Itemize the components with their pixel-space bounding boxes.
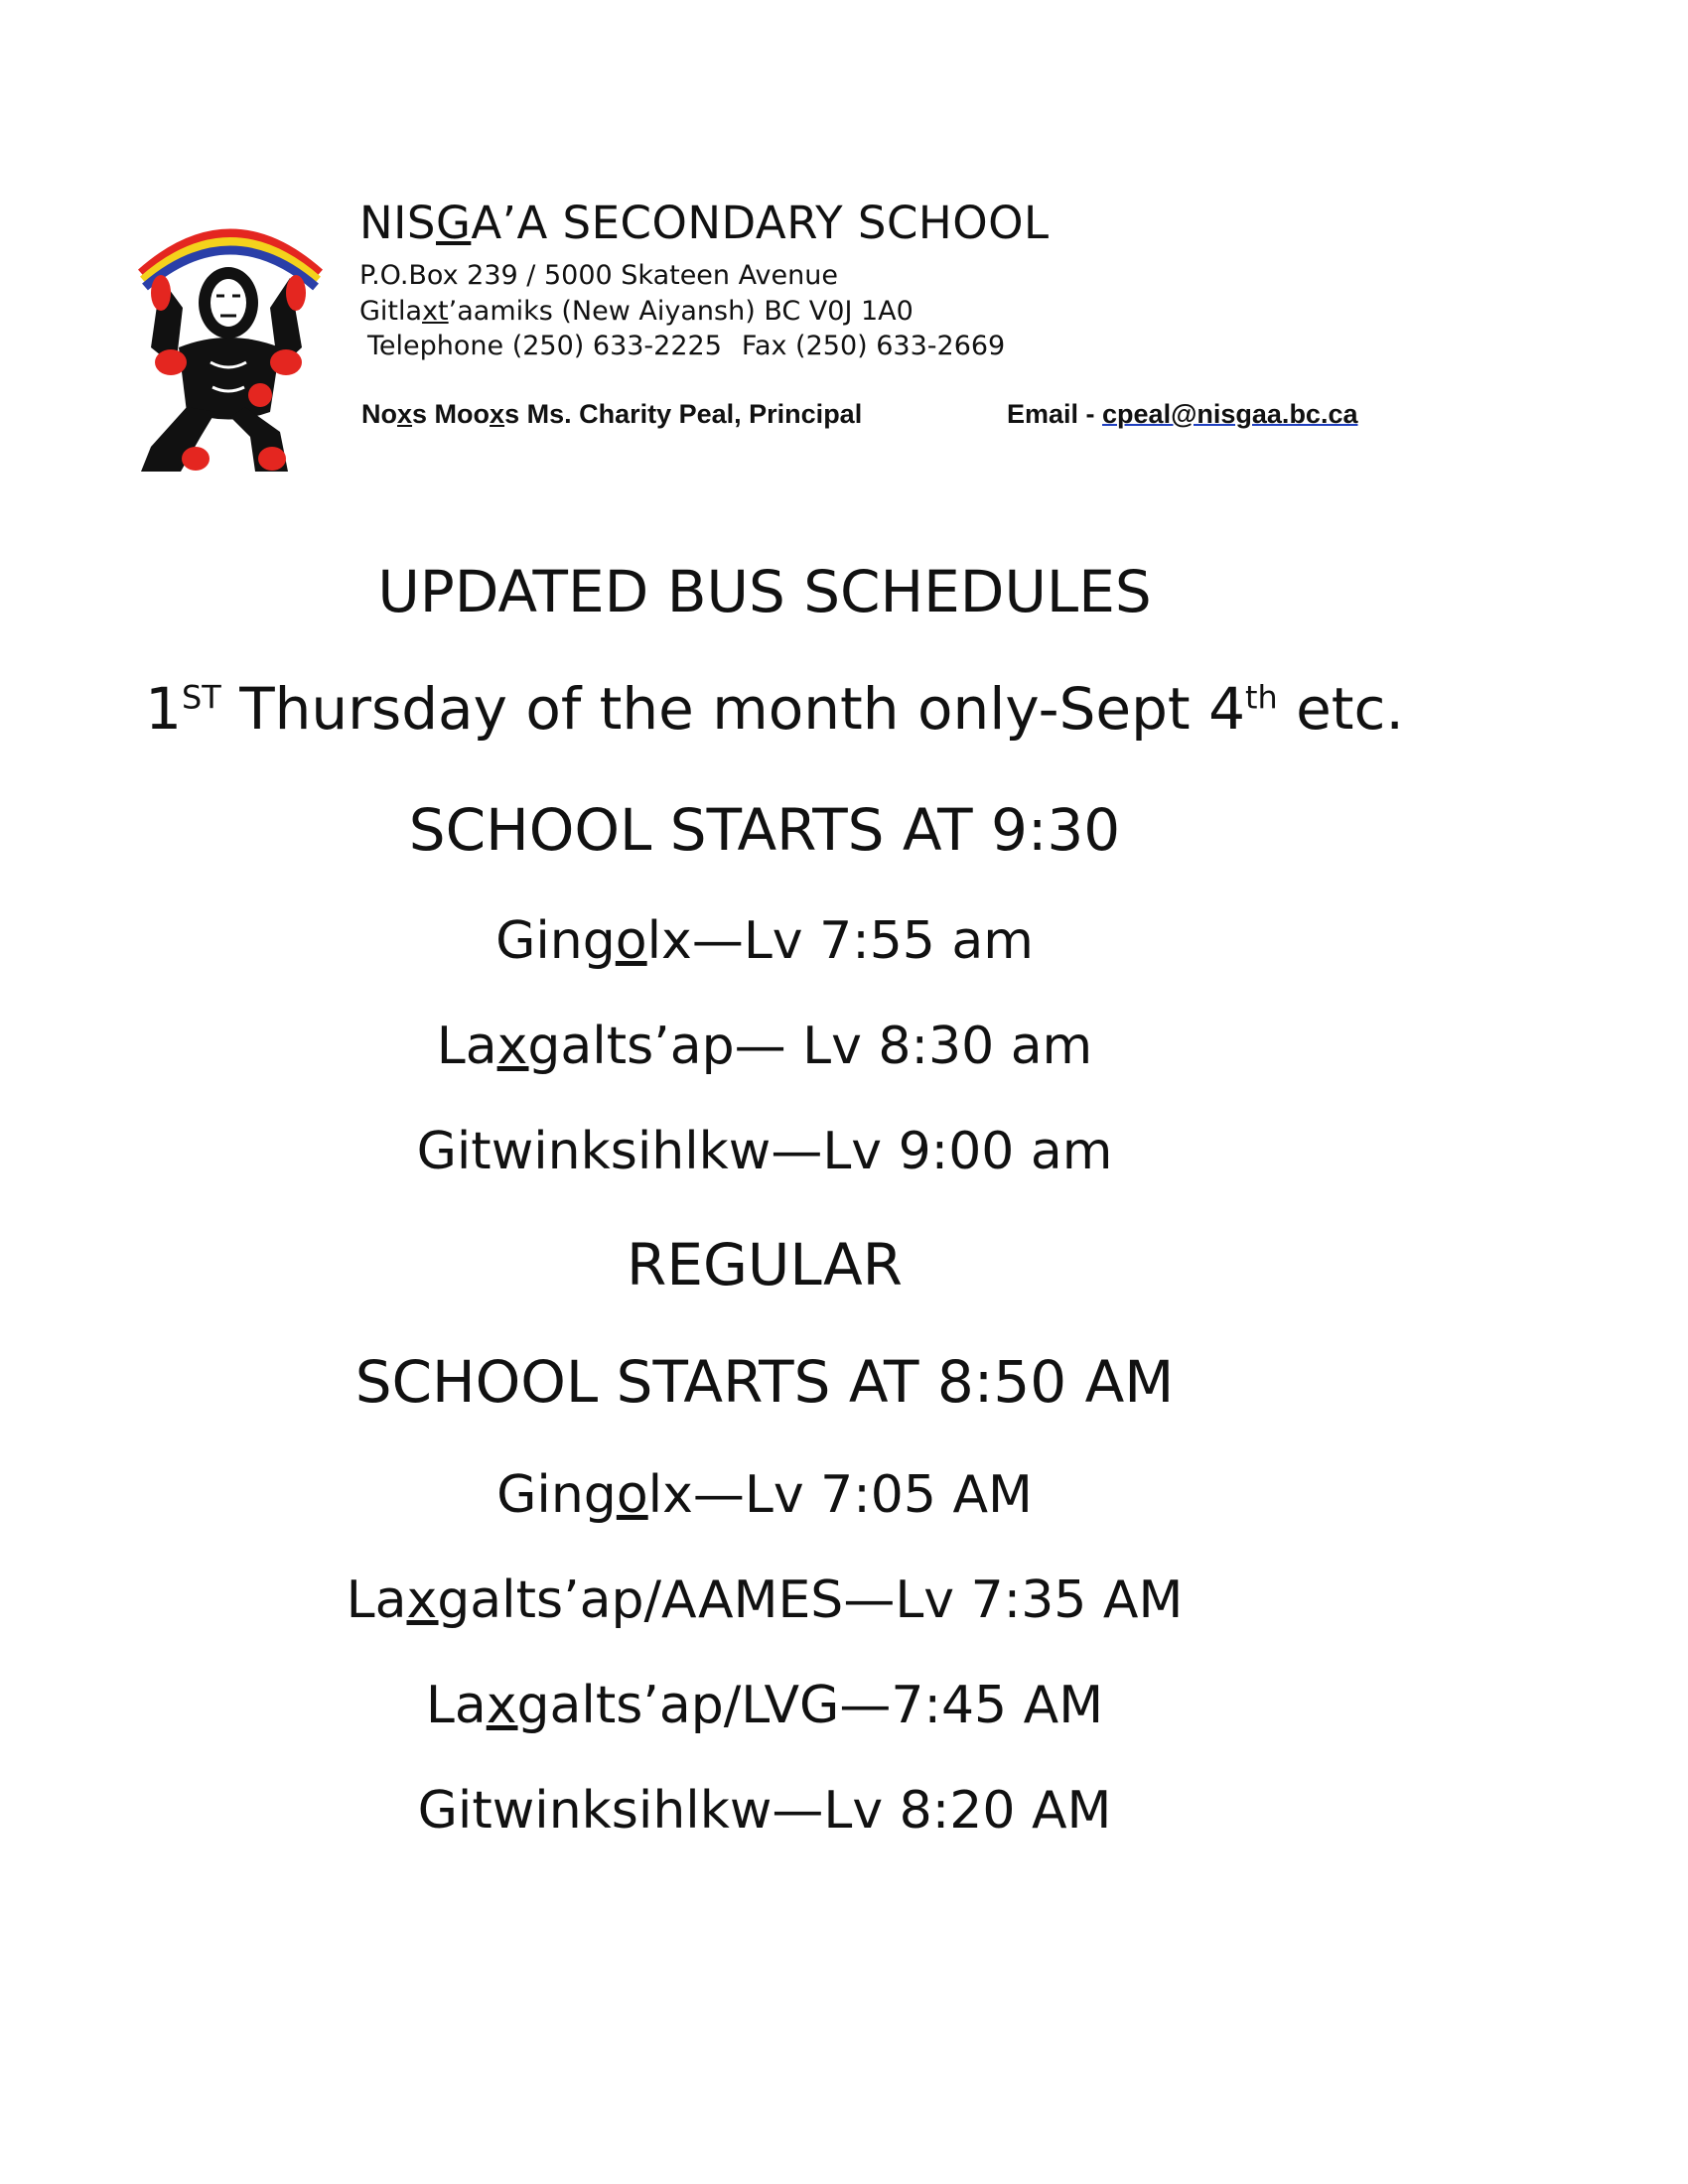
late-gingolx: Gingolx—Lv 7:55 am xyxy=(495,911,1034,971)
regular-gingolx: Gingolx—Lv 7:05 AM xyxy=(496,1465,1033,1525)
thursday-note: 1ST Thursday of the month only-Sept 4th etc. xyxy=(145,675,1404,743)
school-name: NISGA’A SECONDARY SCHOOL xyxy=(359,197,1050,249)
fax: Fax (250) 633-2669 xyxy=(741,331,1006,361)
late-gitwinksihlkw: Gitwinksihlkw—Lv 9:00 am xyxy=(416,1122,1113,1181)
late-laxgaltsap: Laxgalts’ap— Lv 8:30 am xyxy=(436,1017,1093,1076)
principal-email: Email - cpeal@nisgaa.bc.ca xyxy=(1007,399,1358,429)
telephone: Telephone (250) 633-2225 xyxy=(367,331,722,361)
regular-laxgaltsap-aames: Laxgalts’ap/AAMES—Lv 7:35 AM xyxy=(346,1570,1184,1630)
principal-name: Noxs Mooxs Ms. Charity Peal, Principal xyxy=(361,399,863,429)
school-logo xyxy=(121,199,340,481)
regular-heading: REGULAR xyxy=(627,1231,903,1298)
school-city: Gitlaxt’aamiks (New Aiyansh) BC V0J 1A0 xyxy=(359,296,914,327)
regular-gitwinksihlkw: Gitwinksihlkw—Lv 8:20 AM xyxy=(417,1781,1112,1841)
school-address: P.O.Box 239 / 5000 Skateen Avenue xyxy=(359,260,838,291)
notice-title: UPDATED BUS SCHEDULES xyxy=(377,558,1152,625)
regular-laxgaltsap-lvg: Laxgalts’ap/LVG—7:45 AM xyxy=(425,1676,1104,1735)
regular-start-heading: SCHOOL STARTS AT 8:50 AM xyxy=(354,1348,1175,1416)
school-phone-fax xyxy=(367,331,1005,361)
late-start-heading: SCHOOL STARTS AT 9:30 xyxy=(408,796,1121,864)
email-link[interactable]: cpeal@nisgaa.bc.ca xyxy=(1102,399,1358,429)
